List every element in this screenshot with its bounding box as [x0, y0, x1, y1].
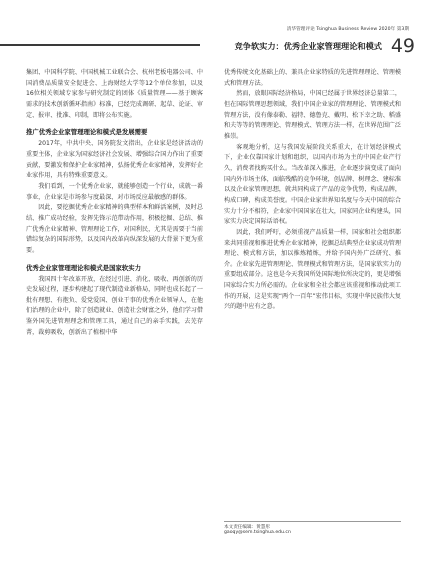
right-column — [224, 68, 401, 313]
paragraph: 因此，要挖掘优秀企业家精神的典型样本和鲜活案例，及时总结、推广成功经验，发挥先锋示范带动作用，积极挖掘、总结、推广优秀企业家精神、管理理论工作，对国利民，尤其是需要于当前错综复杂的国际形势，以及国内改革向纵深发展的大背景下更为重要。 — [26, 204, 203, 254]
paragraph: 我国四十年改革开放，在经过引进、消化、吸收、再创新的历史发展过程，逐步构建起了现代制造业新格局，同时也成长起了一批有理想、有抱负、爱党爱国、创业干事的优秀企业领导人，在他们治理的企业中，除了创造就业、创造社会财富之外，他们学习借鉴外国先进管理理念和管理工具，通过自己的亲手实践，去芜存菁，裁剪吸收，创新出了植根中华 — [26, 275, 203, 336]
paragraph: 集团、中国科学院、中国机械工业联合会、杭州老板电器公司、中国消费品质量安全促进会、上海财经大学等12个单位参加，以及16位相关领域专家参与研究制定的团体《质量管理——基于顾客需求的技术创新循环指南》标准，已经完成调研、起草、论证、审定、报审、批准、印制，即将公布实施。 — [26, 69, 203, 119]
paragraph: 优秀传统文化基础上的、兼具企业家特质的先进管理理论、管理模式和管理方法。 — [224, 69, 401, 87]
title-rule — [0, 44, 200, 46]
page-number: 49 — [390, 35, 415, 57]
section-title: 竞争软实力：优秀企业家管理理论和模式 — [234, 41, 382, 51]
paragraph: 2017年，中共中央、国务院发文指出，企业家是经济活动的重要主体，企业家为国家经济社会发展、增强综合国力作出了重要贡献，要激发和保护企业家精神，弘扬优秀企业家精神，发挥好企业家作用，具有特殊重要意义。 — [26, 140, 203, 180]
paragraph: 因此，我们呼吁，必须重视产品质量一样，国家和社会组织都来共同重视和推进优秀企业家精神，挖掘总结典型企业家成功管理理论、模式和方法，加以推炼精炼，并给予国内外广泛研究、推介。企业家先进管理理论、管理模式和管理方法，是国家软实力的重要组成部分。这也是今天我国所处国际地位所决定的，更是增强国家综合实力所必需的。企业家和全社会都应该重视和推动此项工作的开展，这是实现“两个一百年”宏伟目标，实现中华民族伟大复兴的题中应有之意。 — [224, 228, 401, 311]
footer-divider — [224, 521, 401, 522]
subheading: 推广优秀企业家管理理论和模式是发展需要 — [26, 128, 148, 137]
paragraph: 我们看到，一个优秀企业家，就能够创造一个行业，成就一番事业，企业家是市场参与度最深、对市场反应最敏感的群体。 — [26, 182, 203, 201]
left-column — [26, 68, 203, 338]
footer-editor: 本文责任编辑：黄慧彤 — [224, 525, 270, 530]
footer-email: gaoqy@sem.tsinghua.edu.cn — [224, 530, 291, 535]
title-bar — [0, 31, 427, 60]
subheading: 优秀企业家管理理论和模式是国家软实力 — [26, 263, 142, 272]
journal-header: 清华管理评论 Tsinghua Business Review 2020年 第3期 — [286, 27, 409, 32]
paragraph: 客观地分析，这与我国发展阶段关系重大，在计划经济模式下，企业仅靠国家计划和组织，以国内市场为主的中国企业产行久，消费者找购买什么。当改革深入推进，企业逐步演变成了面向国内外市场主体，面临残酷的竞争环境，创品牌、树理念、建标准以及企业家管理思想，就共同构成了产品的竞争优势，构成品牌，构成口碑，构成美誉度。中国企业家世界知名度与今天中国的综合实力十分不相符，企业家中国国家在壮大，国家同企业构建头，国家实力决定国际话语权。 — [224, 143, 401, 226]
paragraph: 然而，放眼国际经济格局，中国已经属于世界经济总量第二，但在国际管理思想领域，我们中国企业家的管理理论、管理模式和管理方法，没有像泰勒、福特、德鲁克、戴明、松下幸之助、稻盛和夫等等的管理理论、管理模式、管理方法一样，在世界范围广泛推崇。 — [224, 90, 401, 140]
